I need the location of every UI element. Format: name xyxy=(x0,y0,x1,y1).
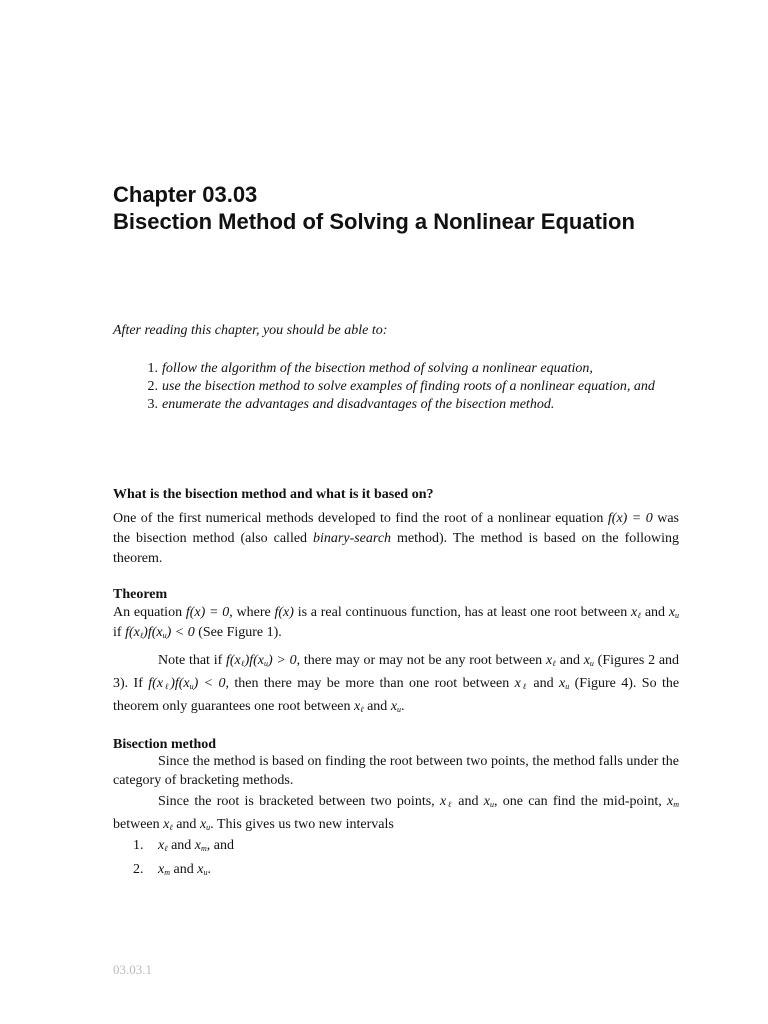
bisection-paragraph-1: Since the method is based on finding the root between two points, the method falls under the category of bracketing methods. xyxy=(113,754,679,788)
section-heading: What is the bisection method and what is it based on? xyxy=(113,487,434,502)
bisection-paragraph-2: Since the root is bracketed between two points, $x_\ell$ and $x_u$, one can find the mid-point, $x_m$ between $x_\ell$ and $x_u$. This gives us two new intervals xyxy=(113,794,680,832)
chapter-heading xyxy=(113,181,635,235)
objectives-intro: After reading this chapter, you should be able to: xyxy=(113,323,388,338)
theorem-statement: An equation f(x) = 0, where f(x) is a real continuous function, has at least one root between $x_\ell$ and $x_u$ if $f(x_\ell)f(x_u) < 0$ (See Figure 1). xyxy=(113,605,680,640)
page-number: 03.03.1 xyxy=(113,962,152,977)
chapter-title: Bisection Method of Solving a Nonlinear Equation xyxy=(113,209,635,234)
chapter-number: Chapter 03.03 xyxy=(113,182,258,207)
bisection-heading: Bisection method xyxy=(113,737,217,752)
list-item: 3. enumerate the advantages and disadvantages of the bisection method. xyxy=(147,397,555,412)
list-item: 1. $x_\ell$ and $x_m$, and xyxy=(133,838,234,853)
interval-list xyxy=(113,834,679,882)
list-item: 2. $x_m$ and $x_u$. xyxy=(133,862,211,877)
list-item: 1. follow the algorithm of the bisection method of solving a nonlinear equation, xyxy=(147,361,593,376)
list-item: 2. use the bisection method to solve examples of finding roots of a nonlinear equation, and xyxy=(147,379,655,394)
theorem-heading: Theorem xyxy=(113,587,168,602)
section-paragraph: One of the first numerical methods developed to find the root of a nonlinear equation f(x) = 0 was the bisection method (also called binary-search method). The method is based on the following theorem. xyxy=(113,511,680,566)
objectives-list xyxy=(113,360,679,414)
theorem-note: Note that if $f(x_\ell)f(x_u) > 0$, there may or may not be any root between $x_\ell$ and $x_u$ (Figures 2 and 3). If $f(x_\ell)f(x_u) < 0$, then there may be more than one root between $x_\ell$ and $x_u$ (Figure 4). So the theorem only guarantees one root between $x_\ell$ and $x_u$. xyxy=(113,653,680,714)
